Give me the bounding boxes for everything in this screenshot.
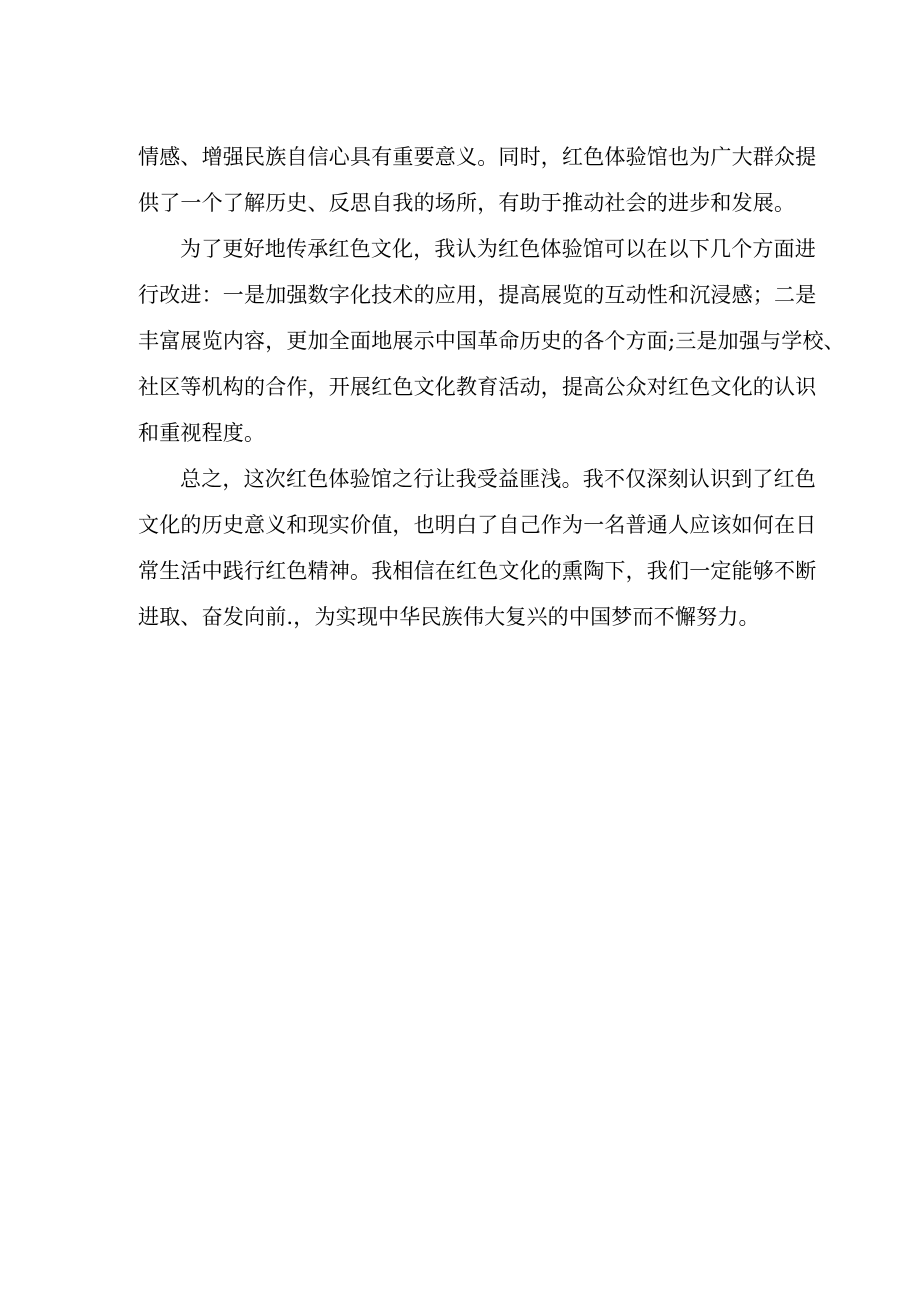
document-body [138, 134, 845, 640]
text-line: 供了一个了解历史、反思自我的场所，有助于推动社会的进步和发展。 [138, 191, 796, 215]
text-line: 文化的历史意义和现实价值，也明白了自己作为一名普通人应该如何在日 [138, 513, 817, 537]
text-line: 丰富展览内容，更加全面地展示中国革命历史的各个方面;三是加强与学校、 [138, 329, 845, 353]
paragraph-improvements [138, 226, 845, 456]
text-line: 情感、增强民族自信心具有重要意义。同时，红色体验馆也为广大群众提 [138, 145, 817, 169]
text-line: 为了更好地传承红色文化，我认为红色体验馆可以在以下几个方面进 [180, 237, 816, 261]
text-line: 进取、奋发向前.，为实现中华民族伟大复兴的中国梦而不懈努力。 [138, 605, 760, 629]
text-line: 社区等机构的合作，开展红色文化教育活动，提高公众对红色文化的认识 [138, 375, 817, 399]
text-line: 和重视程度。 [138, 421, 266, 445]
text-line: 行改进：一是加强数字化技术的应用，提高展览的互动性和沉浸感；二是 [138, 283, 817, 307]
text-line: 常生活中践行红色精神。我相信在红色文化的熏陶下，我们一定能够不断 [138, 559, 817, 583]
paragraph-continuation [138, 134, 817, 226]
text-line: 总之，这次红色体验馆之行让我受益匪浅。我不仅深刻认识到了红色 [180, 467, 816, 491]
paragraph-conclusion [138, 456, 817, 640]
